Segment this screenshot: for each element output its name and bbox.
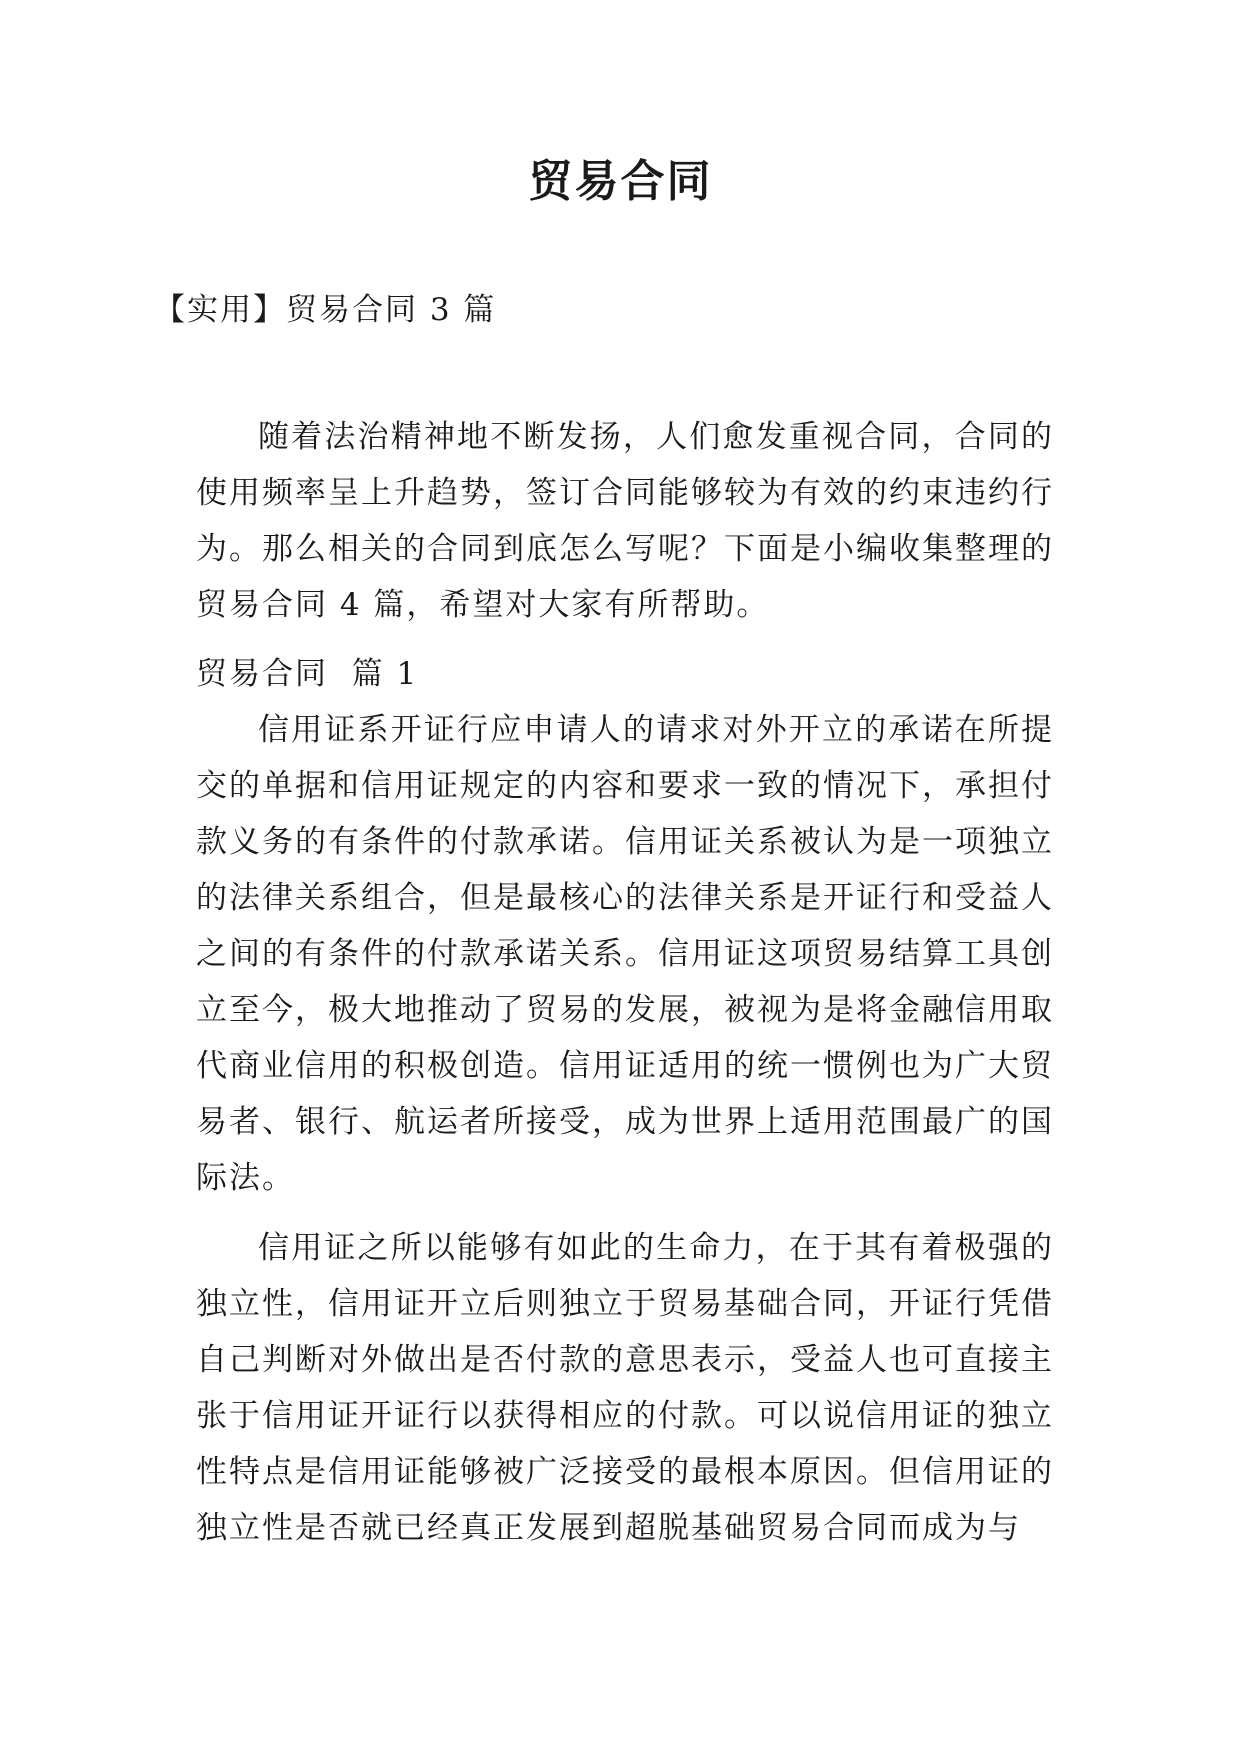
- body-paragraph: 信用证之所以能够有如此的生命力，在于其有着极强的独立性，信用证开立后则独立于贸易基础合同，开证行凭借自己判断对外做出是否付款的意思表示，受益人也可直接主张于信用证开证行以获得相应的付款。可以说信用证的独立性特点是信用证能够被广泛接受的最根本原因。但信用证的独立性是否就已经真正发展到超脱基础贸易合同而成为与: [196, 1230, 1054, 1546]
- document-subtitle: 【实用】贸易合同 3 篇: [154, 292, 497, 328]
- document-title: 贸易合同: [528, 156, 713, 207]
- section-heading: 贸易合同 篇 1: [196, 656, 419, 692]
- body-paragraph: 信用证系开证行应申请人的请求对外开立的承诺在所提交的单据和信用证规定的内容和要求一致的情况下，承担付款义务的有条件的付款承诺。信用证关系被认为是一项独立的法律关系组合，但是最核心的法律关系是开证行和受益人之间的有条件的付款承诺关系。信用证这项贸易结算工具创立至今，极大地推动了贸易的发展，被视为是将金融信用取代商业信用的积极创造。信用证适用的统一惯例也为广大贸易者、银行、航运者所接受，成为世界上适用范围最广的国际法。: [196, 712, 1054, 1196]
- intro-paragraph: 随着法治精神地不断发扬，人们愈发重视合同，合同的使用频率呈上升趋势，签订合同能够较为有效的约束违约行为。那么相关的合同到底怎么写呢？下面是小编收集整理的贸易合同 4 篇，希望对大家有所帮助。: [196, 419, 1054, 623]
